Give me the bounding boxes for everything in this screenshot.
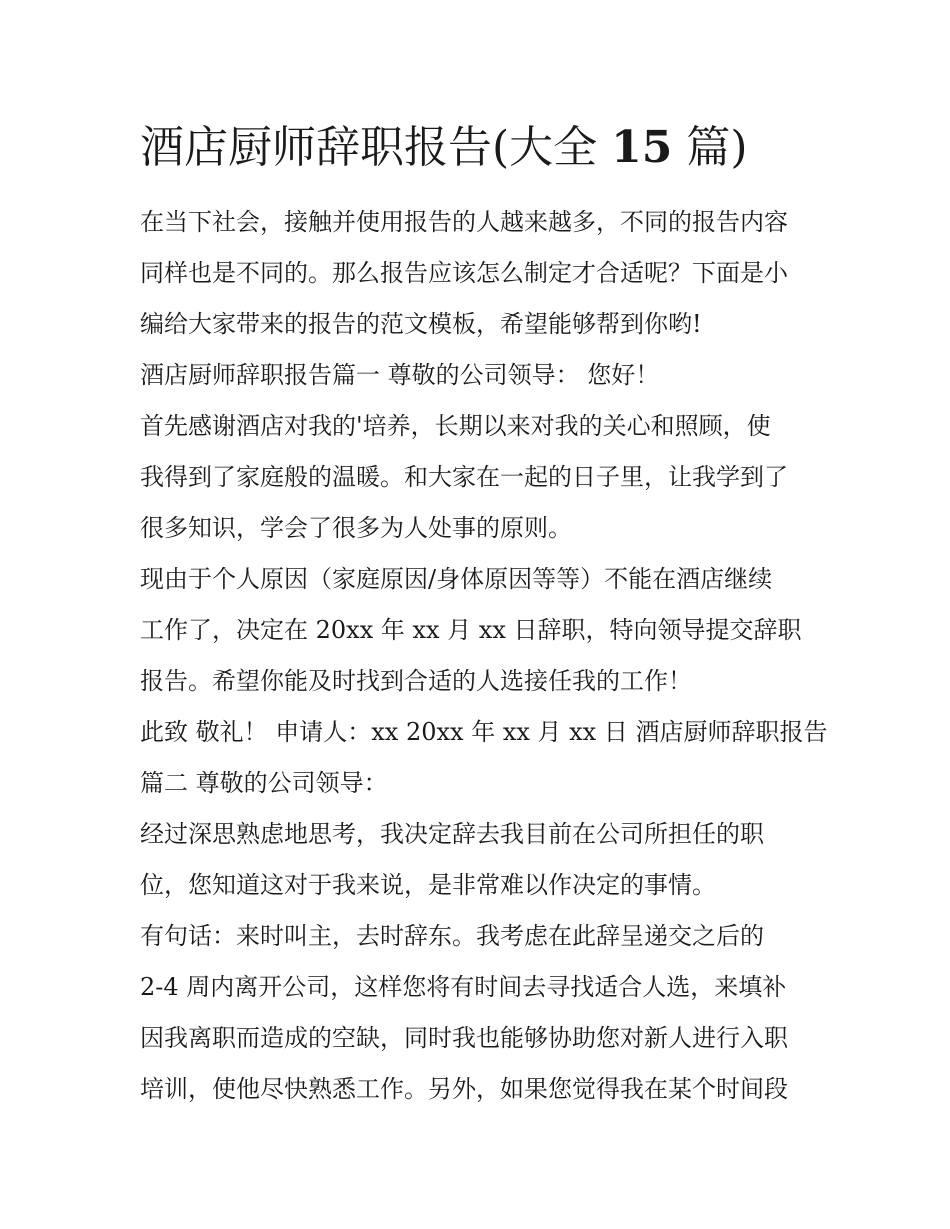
text-line: 位，您知道这对于我来说，是非常难以作决定的事情。: [140, 871, 716, 899]
text-line: 有句话：来时叫主，去时辞东。我考虑在此辞呈递交之后的: [140, 922, 764, 950]
text-line: 很多知识，学会了很多为人处事的原则。: [140, 514, 572, 542]
text-line: 因我离职而造成的空缺，同时我也能够协助您对新人进行入职: [140, 1024, 788, 1052]
text-line: 经过深思熟虑地思考，我决定辞去我目前在公司所担任的职: [140, 820, 764, 848]
text-line: 篇二 尊敬的公司领导：: [140, 769, 388, 797]
text-line: 工作了，决定在 20xx 年 xx 月 xx 日辞职，特向领导提交辞职: [140, 616, 802, 644]
text-line: 首先感谢酒店对我的'培养，长期以来对我的关心和照顾，使: [140, 412, 771, 440]
document-body: [140, 197, 840, 1115]
text-line: 报告。希望你能及时找到合适的人选接任我的工作！: [140, 667, 692, 695]
text-line: 2-4 周内离开公司，这样您将有时间去寻找适合人选，来填补: [140, 973, 787, 1001]
text-line: 同样也是不同的。那么报告应该怎么制定才合适呢？下面是小: [140, 259, 788, 287]
text-line: 培训，使他尽快熟悉工作。另外，如果您觉得我在某个时间段: [140, 1075, 788, 1103]
text-line: 我得到了家庭般的温暖。和大家在一起的日子里，让我学到了: [140, 463, 788, 491]
text-line: 此致 敬礼！ 申请人：xx 20xx 年 xx 月 xx 日 酒店厨师辞职报告: [140, 718, 828, 746]
document-title: [140, 118, 840, 178]
title-end-text: 篇): [686, 122, 748, 173]
text-line: 在当下社会，接触并使用报告的人越来越多，不同的报告内容: [140, 208, 788, 236]
text-line: 现由于个人原因（家庭原因/身体原因等等）不能在酒店继续: [140, 565, 773, 593]
title-main-text: 酒店厨师辞职报告(大全: [140, 122, 598, 173]
title-number: 15: [611, 122, 673, 173]
text-line: 编给大家带来的报告的范文模板，希望能够帮到你哟!: [140, 310, 702, 338]
text-line: 酒店厨师辞职报告篇一 尊敬的公司领导： 您好！: [140, 361, 660, 389]
